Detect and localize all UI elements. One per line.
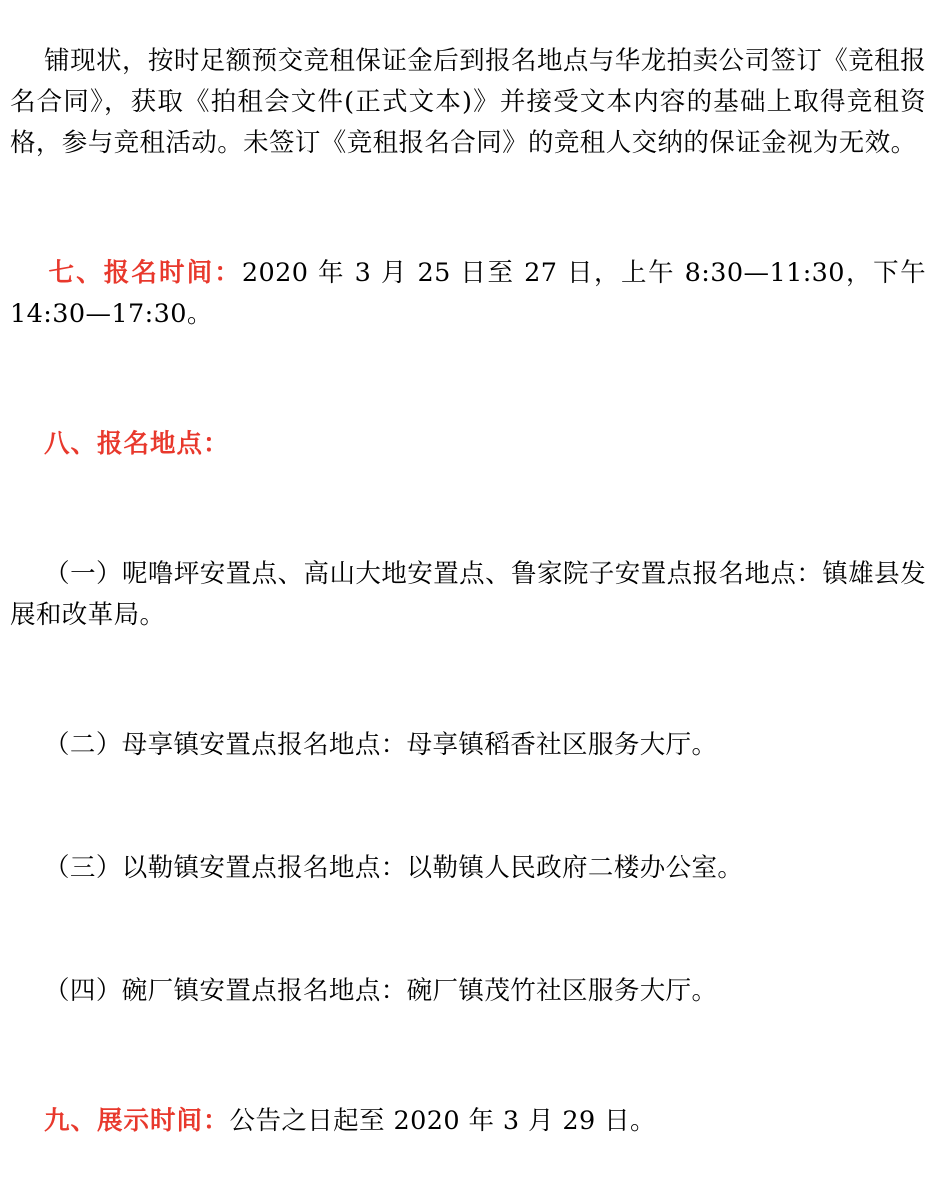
paragraph-section-seven xyxy=(10,212,935,376)
paragraph-continuation-text: 铺现状，按时足额预交竞租保证金后到报名地点与华龙拍卖公司签订《竞租报名合同》，获取《拍租会文件(正式文本)》并接受文本内容的基础上取得竞租资格，参与竞租活动。未签订《竞租报名合同》的竞租人交纳的保证金视为无效。 xyxy=(10,46,926,158)
item-three-text: （三）以勒镇安置点报名地点：以勒镇人民政府二楼办公室。 xyxy=(44,853,744,883)
spacer xyxy=(10,506,926,513)
spacer xyxy=(10,376,926,383)
paragraph-section-eight xyxy=(10,383,926,506)
paragraph-continuation xyxy=(10,0,926,205)
section-nine-text: 公告之日起至 2020 年 3 月 29 日。 xyxy=(229,1106,656,1136)
item-one-text: （一）呢噜坪安置点、高山大地安置点、鲁家院子安置点报名地点：镇雄县发展和改革局。 xyxy=(10,559,926,630)
spacer xyxy=(10,677,926,684)
section-seven-text: 2020 年 3 月 25 日至 27 日，上午 8:30—11:30，下午 14:30—17:30。 xyxy=(10,258,935,329)
paragraph-section-nine xyxy=(10,1060,926,1183)
spacer xyxy=(10,1053,926,1060)
section-seven-label: 七、报名时间： xyxy=(48,258,242,288)
item-four-text: （四）碗厂镇安置点报名地点：碗厂镇茂竹社区服务大厅。 xyxy=(44,976,718,1006)
section-nine-label: 九、展示时间： xyxy=(44,1106,230,1136)
paragraph-item-four xyxy=(10,930,926,1053)
paragraph-item-two xyxy=(10,684,926,807)
paragraph-item-three xyxy=(10,807,926,930)
item-two-text: （二）母享镇安置点报名地点：母享镇稻香社区服务大厅。 xyxy=(44,730,718,760)
spacer xyxy=(10,205,926,212)
section-eight-label: 八、报名地点： xyxy=(44,429,230,459)
paragraph-item-one xyxy=(10,513,926,677)
